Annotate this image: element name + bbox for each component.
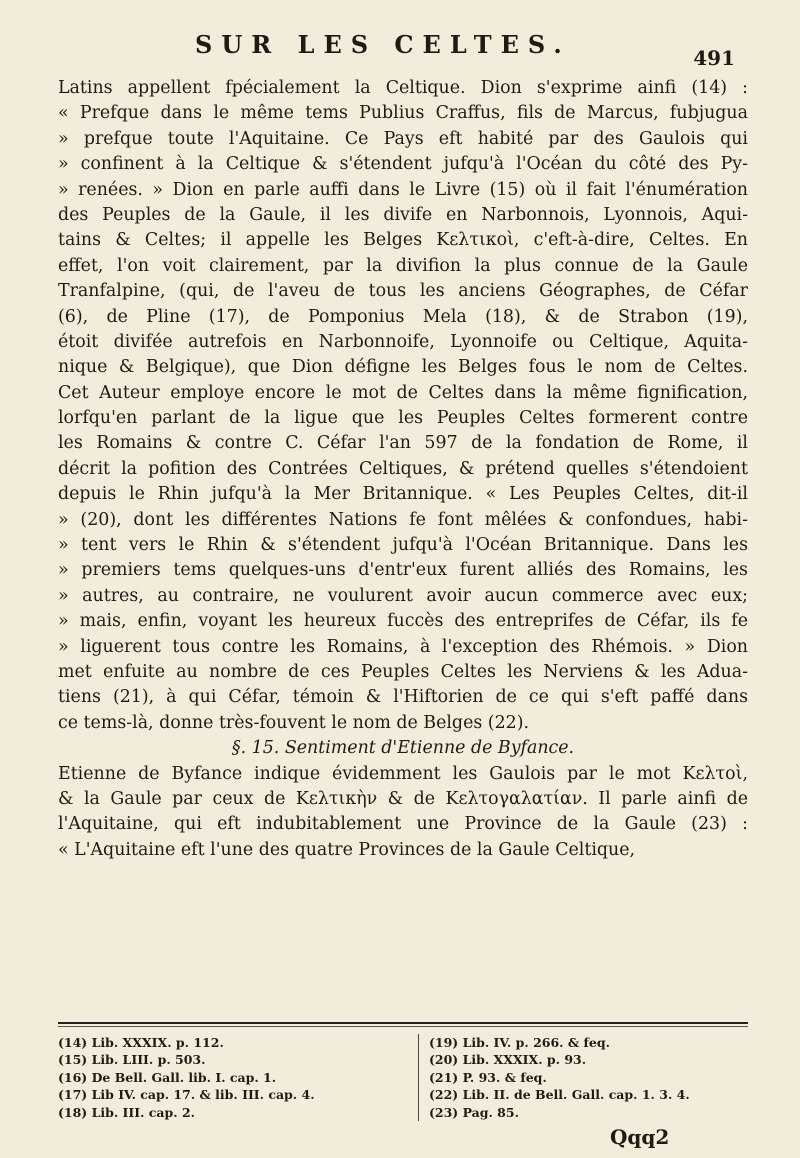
footnote: (14) Lib. XXXIX. p. 112. — [58, 1035, 224, 1050]
footnote: (15) Lib. LIII. p. 503. — [58, 1052, 206, 1068]
footnote: (21) P. 93. & feq. — [429, 1069, 547, 1085]
text-line: » liguerent tous contre les Romains, à l'exception des Rhémois. » Dion — [58, 636, 748, 657]
text-line: » premiers tems quelques-uns d'entr'eux furent alliés des Romains, les — [58, 560, 748, 581]
page-number: 491 — [693, 46, 735, 70]
text-line: les Romains & contre C. Céfar l'an 597 de la fondation de Rome, il — [58, 433, 748, 454]
footnote: (19) Lib. IV. p. 266. & feq. — [429, 1035, 610, 1050]
footnote: (20) Lib. XXXIX. p. 93. — [429, 1052, 587, 1068]
text-line: des Peuples de la Gaule, il les divife en Narbonnois, Lyonnois, Aqui- — [58, 204, 748, 225]
text-line: ce tems-là, donne très-fouvent le nom de Belges (22). — [58, 712, 530, 733]
text-line: (6), de Pline (17), de Pomponius Mela (18), & de Strabon (19), — [58, 306, 748, 327]
text-line: depuis le Rhin jufqu'à la Mer Britannique. « Les Peuples Celtes, dit-il — [58, 484, 748, 505]
text-line: l'Aquitaine, qui eft indubitablement une Province de la Gaule (23) : — [58, 814, 748, 835]
text-line: » (20), dont les différentes Nations fe font mêlées & confondues, habi- — [58, 509, 748, 530]
signature-mark: Qqq2 — [610, 1125, 670, 1149]
text-line: » prefque toute l'Aquitaine. Ce Pays eft habité par des Gaulois qui — [58, 128, 748, 149]
text-line: lorfqu'en parlant de la ligue que les Peuples Celtes formerent contre — [58, 408, 748, 429]
main-text — [58, 76, 748, 863]
running-title: SUR LES CELTES. — [195, 30, 571, 59]
page-header — [0, 30, 800, 70]
footnote-separator-thin — [58, 1026, 748, 1027]
text-line: Etienne de Byfance indique évidemment les Gaulois par le mot Κελτοὶ, — [58, 763, 748, 784]
text-line: » tent vers le Rhin & s'étendent jufqu'à l'Océan Britannique. Dans les — [58, 535, 748, 556]
text-line: met enfuite au nombre de ces Peuples Celtes les Nerviens & les Adua- — [58, 661, 748, 682]
text-line: » mais, enfin, voyant les heureux fuccès des entreprifes de Céfar, ils fe — [58, 611, 748, 632]
text-line: effet, l'on voit clairement, par la divifion la plus connue de la Gaule — [58, 255, 748, 276]
text-line: » autres, au contraire, ne voulurent avoir aucun commerce avec eux; — [58, 585, 748, 606]
text-line: « L'Aquitaine eft l'une des quatre Provinces de la Gaule Celtique, — [58, 839, 636, 860]
footnote: (22) Lib. II. de Bell. Gall. cap. 1. 3. 4. — [429, 1087, 690, 1103]
footnotes-left — [58, 1034, 388, 1121]
footnote: (18) Lib. III. cap. 2. — [58, 1104, 196, 1120]
footnote: (23) Pag. 85. — [429, 1104, 519, 1120]
text-line: décrit la pofition des Contrées Celtiques, & prétend quelles s'étendoient — [58, 458, 748, 479]
text-line: Cet Auteur employe encore le mot de Celtes dans la même fignification, — [58, 382, 748, 403]
footnote-separator — [58, 1022, 748, 1024]
text-line: Latins appellent fpécialement la Celtique. Dion s'exprime ainfi (14) : — [58, 78, 748, 98]
text-line: & la Gaule par ceux de Κελτικὴν & de Κελτογαλατίαν. Il parle ainfi de — [58, 788, 748, 809]
text-line: étoit divifée autrefois en Narbonnoife, Lyonnoife ou Celtique, Aquita- — [58, 331, 748, 352]
text-line: » confinent à la Celtique & s'étendent jufqu'à l'Océan du côté des Py- — [58, 154, 748, 175]
footnote: (16) De Bell. Gall. lib. I. cap. 1. — [58, 1069, 277, 1085]
text-line: §. 15. Sentiment d'Etienne de Byfance. — [231, 738, 575, 759]
text-line: Tranfalpine, (qui, de l'aveu de tous les anciens Géographes, de Céfar — [58, 281, 748, 302]
text-line: tiens (21), à qui Céfar, témoin & l'Hiftorien de ce qui s'eft paffé dans — [58, 687, 748, 708]
text-line: » renées. » Dion en parle auffi dans le Livre (15) où il fait l'énumération — [58, 179, 748, 200]
text-line: nique & Belgique), que Dion défigne les Belges fous le nom de Celtes. — [58, 357, 748, 378]
footnotes-right — [418, 1034, 759, 1121]
footnote: (17) Lib IV. cap. 17. & lib. III. cap. 4. — [58, 1087, 315, 1103]
text-line: « Prefque dans le même tems Publius Craffus, fils de Marcus, fubjugua — [58, 103, 748, 124]
text-line: tains & Celtes; il appelle les Belges Κελτικοὶ, c'eft-à-dire, Celtes. En — [58, 230, 748, 251]
